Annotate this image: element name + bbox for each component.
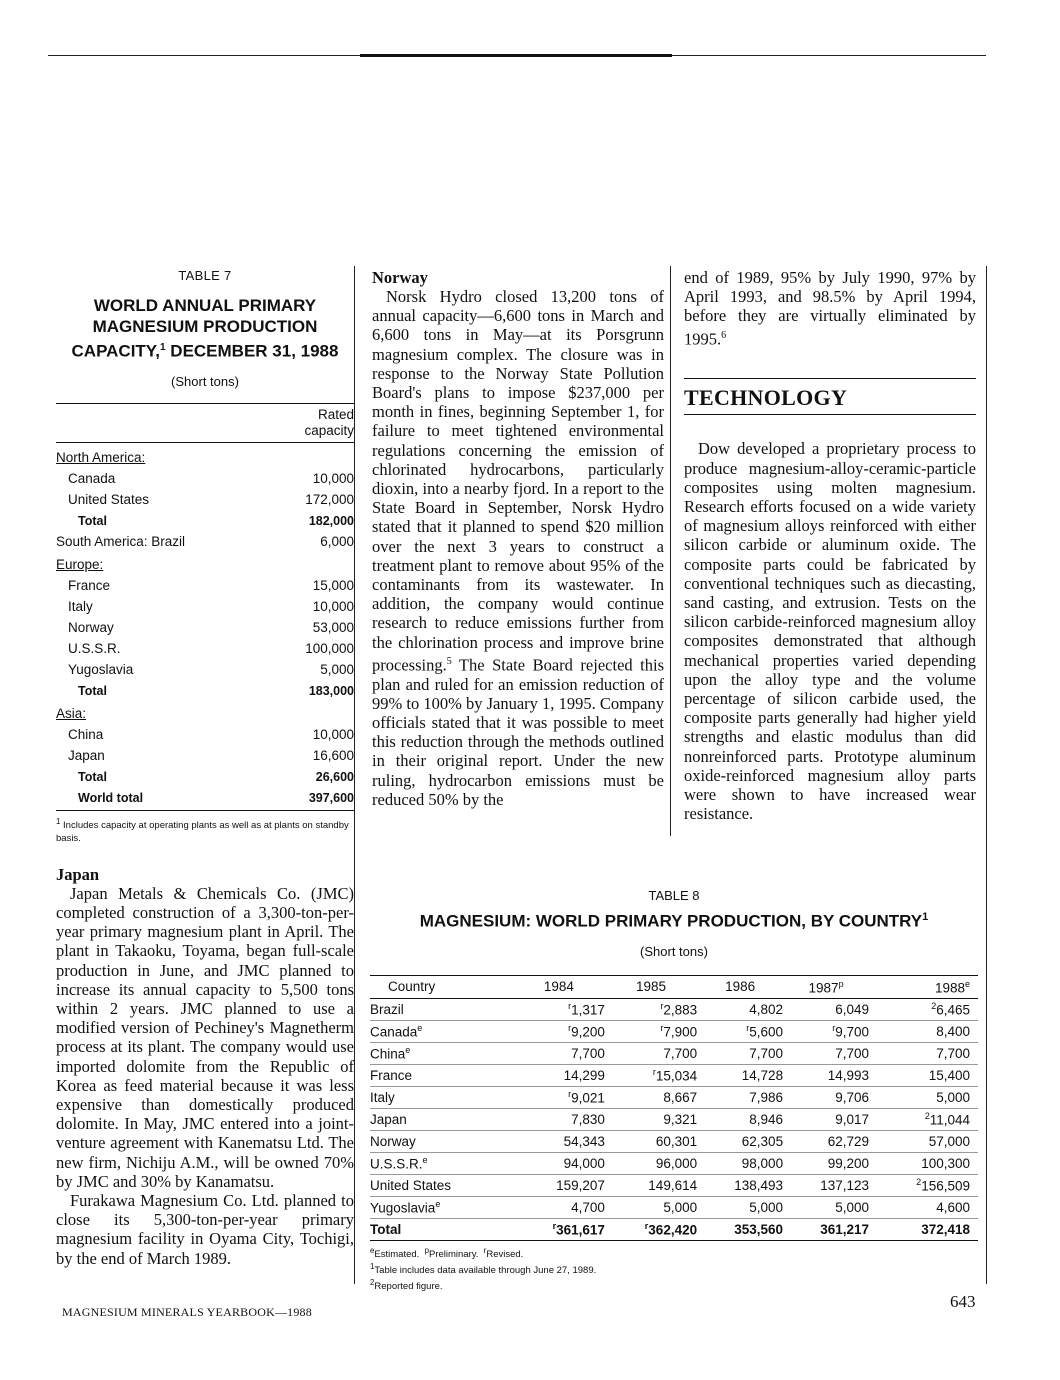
column-header: 1988e <box>869 975 978 999</box>
column-middle <box>372 268 664 809</box>
table-8-notes: $^e$Estimated. $^p$Preliminary. $^r$Revised. $^1$Table includes data available through June 27, 1989. $^2$Reported figure. <box>370 1246 597 1293</box>
table-row: Total 26,600 <box>78 769 354 784</box>
table-row: Canada 10,000 <box>68 470 354 486</box>
table-row: Norway 54,343 60,301 62,305 62,729 57,000 <box>370 1131 978 1153</box>
table-row: Canada$^e$ $^r$9,200 $^r$7,900 $^r$5,600 $^r$9,700 8,400 <box>370 1021 978 1043</box>
table-row: Norway 53,000 <box>68 619 354 635</box>
table-8 <box>370 888 978 1294</box>
table-7-label: TABLE 7 <box>178 268 232 283</box>
table-row: Total $^r$361,617 $^r$362,420 353,560 361,217 372,418 <box>370 1219 978 1241</box>
table-8-label: TABLE 8 <box>648 888 700 903</box>
technology-paragraph: Dow developed a proprietary process to produce magnesium-alloy-ceramic-particle composites using molten magnesium. Research efforts focused on a wide variety of magnesium alloys reinforced with either silicon carbide or aluminum oxide. The composite parts could be fabricated by conventional techniques such as diecasting, sand casting, and extrusion. Tests on the silicon carbide-reinforced magnesium alloy composites demonstrated that although mechanical properties varied depending upon the alloy type and the volume percentage of silicon carbide used, the composite parts generally had higher yield strengths and elastic modulus than did nonreinforced parts. Prototype aluminum oxide-reinforced magnesium alloy parts were shown to have increased wear resistance. <box>684 439 976 824</box>
table-row: China 10,000 <box>68 726 354 742</box>
column-header: 1984 <box>513 975 605 999</box>
table-row: Italy 10,000 <box>68 598 354 614</box>
table-7-footnote: $^1$ Includes capacity at operating plants as well as at plants on standby basis. <box>56 810 354 845</box>
table-7-title: WORLD ANNUAL PRIMARY MAGNESIUM PRODUCTION CAPACITY,$^1$ DECEMBER 31, 1988 <box>71 296 339 361</box>
column-header: 1987$^p$ <box>783 975 869 999</box>
table-header-row <box>370 975 978 999</box>
page-number: 643 <box>950 1292 976 1311</box>
table-row: U.S.S.R.$^e$ 94,000 96,000 98,000 99,200 100,300 <box>370 1153 978 1175</box>
table-row: Brazil $^r$1,317 $^r$2,883 4,802 6,049 $^2$6,465 <box>370 999 978 1021</box>
column-left <box>56 268 354 1268</box>
japan-paragraph-1: Japan Metals & Chemicals Co. (JMC) completed construction of a 3,300-ton-per-year primary magnesium plant in April. The plant in Takaoku, Toyama, began full-scale production in June, and JMC planned to increase its annual capacity to 5,500 tons within 2 years. JMC planned to use a modified version of Pechiney's Magnetherm process at its plant. The company would use imported dolomite from the Republic of Korea as feed material because it was less expensive than domestically produced dolomite. In May, JMC entered into a joint-venture agreement with Kanematsu Ltd. The new firm, Nichiju A.M., will be owned 70% by JMC and 30% by Kanamatsu. <box>56 883 354 1191</box>
table-row: Total 183,000 <box>78 683 354 698</box>
table-row: China$^e$ 7,700 7,700 7,700 7,700 7,700 <box>370 1043 978 1065</box>
column-header: 1986 <box>697 975 783 999</box>
table-8-title: MAGNESIUM: WORLD PRIMARY PRODUCTION, BY COUNTRY$^1$ <box>419 911 929 931</box>
column-divider-left <box>354 266 355 1284</box>
japan-heading: Japan <box>56 864 100 884</box>
japan-section <box>56 865 354 1268</box>
table-7-column-header: Rated capacity <box>304 406 354 438</box>
table-row: Japan 16,600 <box>68 747 354 763</box>
table-row: Total 182,000 <box>78 513 354 528</box>
norway-paragraph: Norsk Hydro closed 13,200 tons of annual capacity—6,600 tons in March and 6,600 tons in May—at its Porsgrunn magnesium complex. The closure was in response to the Norway State Pollution Board's plans to impose $237,000 per month in fines, beginning September 1, for failure to meet tightened environmental regulations concerning the emission of chlorinated hydrocarbons, particularly dioxin, into a nearby fjord. In a report to the State Board in September, Norsk Hydro stated that it planned to spend $20 million over the next 3 years to construct a treatment plant to remove about 95% of the contaminants from its wastewater. In addition, the company would continue research to reduce emissions further from the chlorination process and improve brine processing.$^5$ The State Board rejected this plan and ruled for an emission reduction of 99% to 100% by January 1, 1995. Company officials stated that it was possible to meet this reduction through the methods outlined in their original report. Under the new ruling, hydrocarbon emissions must be reduced 50% by the <box>372 287 664 809</box>
table-7 <box>56 268 354 845</box>
column-header: Country <box>370 975 513 999</box>
table-row: World total 397,600 <box>78 790 354 805</box>
table-row: U.S.S.R. 100,000 <box>68 640 354 656</box>
table-row: Italy $^r$9,021 8,667 7,986 9,706 5,000 <box>370 1087 978 1109</box>
running-footer: MAGNESIUM MINERALS YEARBOOK—1988 <box>62 1305 312 1319</box>
table-8-subtitle: (Short tons) <box>640 943 708 959</box>
table-row: Europe: <box>56 556 104 572</box>
table-row: Asia: <box>56 705 87 721</box>
table-row: Yugoslavia 5,000 <box>68 661 354 677</box>
table-row: Yugoslavia$^e$ 4,700 5,000 5,000 5,000 4,600 <box>370 1197 978 1219</box>
table-row: France 14,299 $^r$15,034 14,728 14,993 15,400 <box>370 1065 978 1087</box>
table-7-subtitle: (Short tons) <box>171 373 239 389</box>
technology-heading: TECHNOLOGY <box>684 385 848 411</box>
norway-heading: Norway <box>372 268 428 287</box>
top-rule-accent <box>360 54 672 57</box>
column-right <box>684 268 976 823</box>
table-row: North America: <box>56 449 146 465</box>
table-row: United States 159,207 149,614 138,493 137,123 $^2$156,509 <box>370 1175 978 1197</box>
column-divider-right <box>986 266 987 1284</box>
column-header: 1985 <box>605 975 697 999</box>
column-divider-middle <box>670 266 671 836</box>
table-row: Japan 7,830 9,321 8,946 9,017 $^2$11,044 <box>370 1109 978 1131</box>
table-row: France 15,000 <box>68 577 354 593</box>
table-row: South America: Brazil 6,000 <box>56 533 354 549</box>
norway-paragraph-continued: end of 1989, 95% by July 1990, 97% by April 1993, and 98.5% by April 1994, before they are virtually eliminated by 1995.$^6$ <box>684 268 976 349</box>
table-7-body <box>56 442 354 806</box>
japan-paragraph-2: Furakawa Magnesium Co. Ltd. planned to close its 5,300-ton-per-year primary magnesium facility in Oyama City, Tochigi, by the end of March 1989. <box>56 1191 354 1268</box>
table-row: United States 172,000 <box>68 491 354 507</box>
table-8-body <box>370 975 978 1242</box>
